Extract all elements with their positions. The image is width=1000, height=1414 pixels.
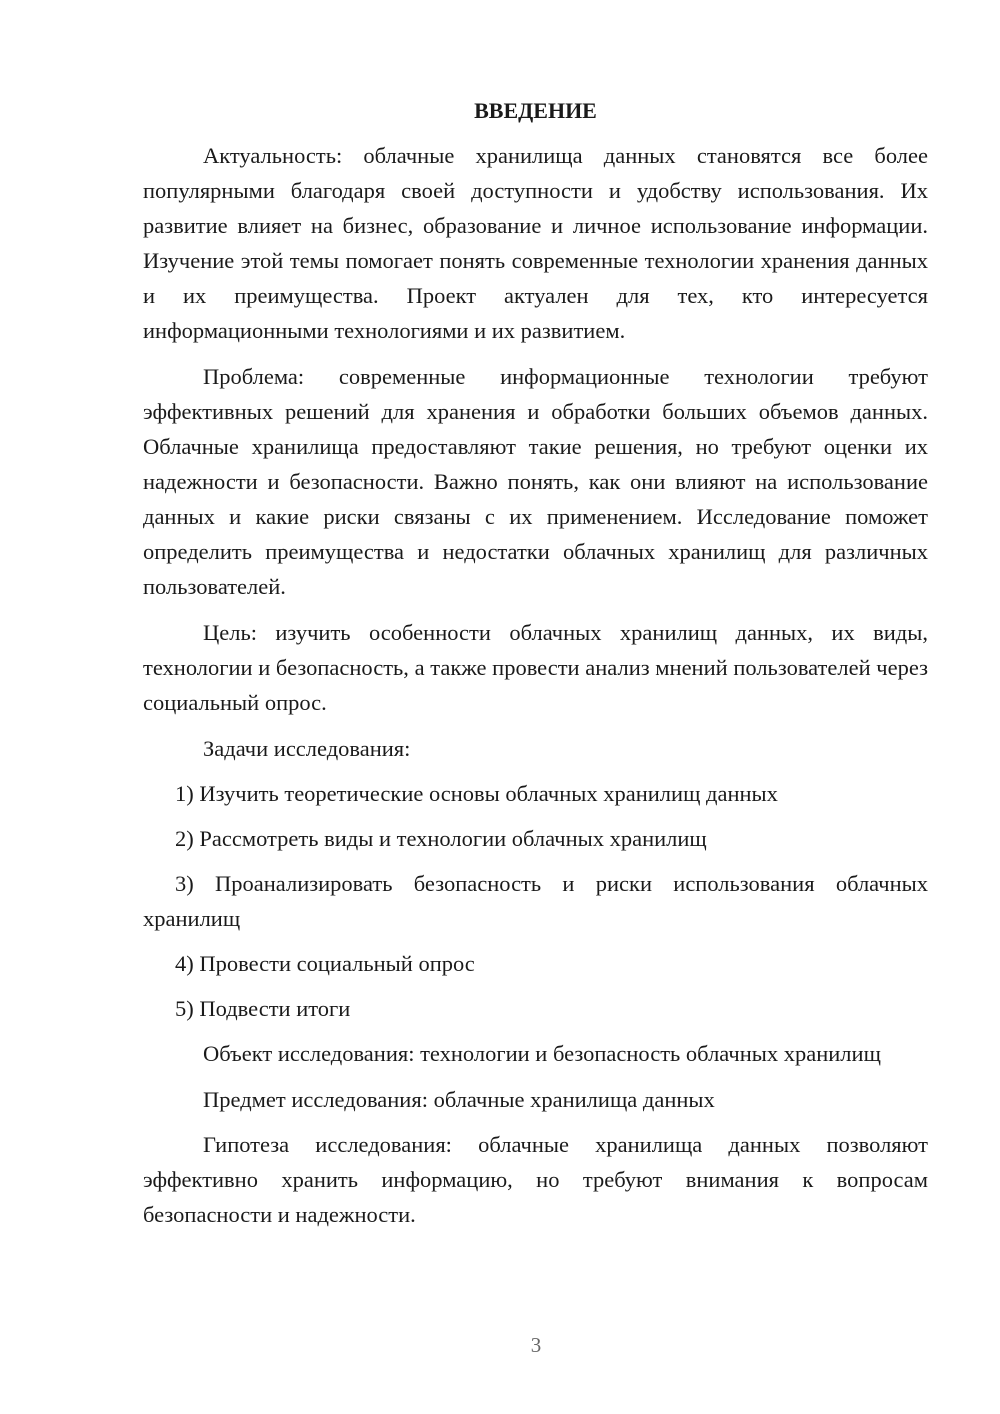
document-body bbox=[143, 93, 928, 1243]
relevance-paragraph: Актуальность: облачные хранилища данных становятся все более популярными благодаря своей доступности и удобству использования. Их развитие влияет на бизнес, образование и личное использование информации. Изучение этой темы помогает понять современные технологии хранения данных и их преимущества. Проект актуален для тех, кто интересуется информационными технологиями и их развитием. bbox=[143, 143, 928, 343]
page-title: ВВЕДЕНИЕ bbox=[474, 98, 597, 123]
task-item-2: 2) Рассмотреть виды и технологии облачных хранилищ bbox=[175, 826, 707, 851]
task-item-1: 1) Изучить теоретические основы облачных хранилищ данных bbox=[175, 781, 778, 806]
tasks-heading: Задачи исследования: bbox=[203, 736, 411, 761]
problem-paragraph: Проблема: современные информационные технологии требуют эффективных решений для хранения и обработки больших объемов данных. Облачные хранилища предоставляют такие решения, но требуют оценки их надежности и безопасности. Важно понять, как они влияют на использование данных и какие риски связаны с их применением. Исследование поможет определить преимущества и недостатки облачных хранилищ для различных пользователей. bbox=[143, 364, 928, 599]
subject-paragraph: Предмет исследования: облачные хранилища данных bbox=[203, 1087, 715, 1112]
goal-paragraph: Цель: изучить особенности облачных хранилищ данных, их виды, технологии и безопасность, а также провести анализ мнений пользователей через социальный опрос. bbox=[143, 620, 928, 715]
task-item-3: 3) Проанализировать безопасность и риски использования облачных хранилищ bbox=[143, 871, 928, 931]
page-number: 3 bbox=[530, 1333, 542, 1357]
task-item-4: 4) Провести социальный опрос bbox=[175, 951, 475, 976]
hypothesis-paragraph: Гипотеза исследования: облачные хранилища данных позволяют эффективно хранить информацию, но требуют внимания к вопросам безопасности и надежности. bbox=[143, 1132, 928, 1227]
object-paragraph: Объект исследования: технологии и безопасность облачных хранилищ bbox=[203, 1041, 881, 1066]
task-item-5: 5) Подвести итоги bbox=[175, 996, 351, 1021]
